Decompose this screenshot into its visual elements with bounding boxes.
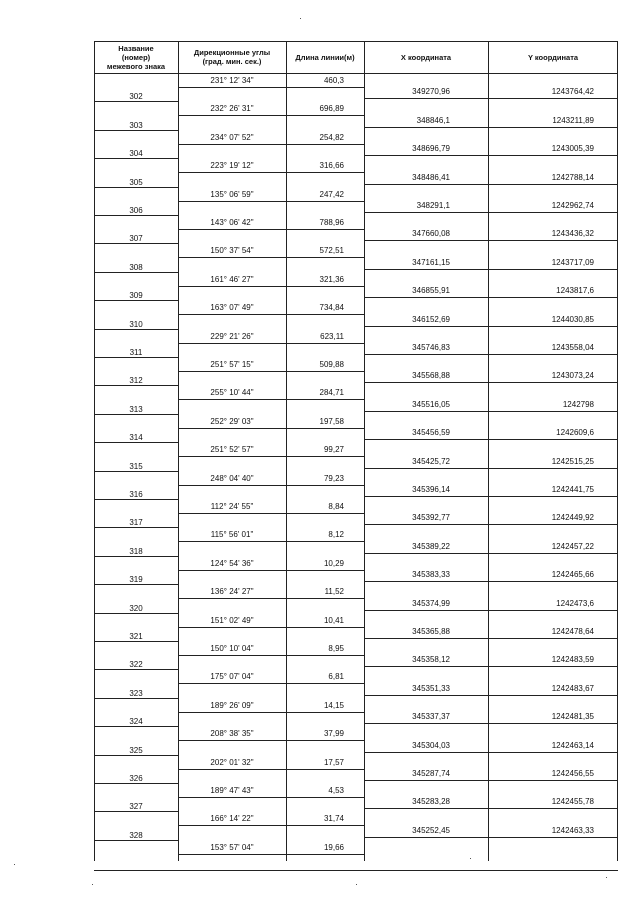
row-divider xyxy=(364,581,618,582)
segment-length: 321,36 xyxy=(319,274,344,284)
row-divider xyxy=(94,215,178,216)
point-x: 346855,91 xyxy=(412,286,450,296)
row-divider xyxy=(364,269,618,270)
point-y: 1242465,66 xyxy=(551,570,594,580)
segment-length: 316,66 xyxy=(319,161,344,171)
point-x: 347660,08 xyxy=(412,229,450,239)
segment-underline xyxy=(286,683,364,684)
point-name: 319 xyxy=(129,575,143,585)
row-divider xyxy=(364,808,618,809)
segment-underline xyxy=(286,172,364,173)
point-name: 318 xyxy=(129,546,143,556)
row-divider xyxy=(364,837,618,838)
row-divider xyxy=(94,158,178,159)
segment-underline xyxy=(286,541,364,542)
segment-underline xyxy=(286,570,364,571)
segment-angle: 151° 02' 49" xyxy=(210,615,254,625)
segment-angle: 153° 57' 04" xyxy=(210,842,254,852)
header-y-coordinate: Y координата xyxy=(527,52,579,62)
row-divider xyxy=(364,354,618,355)
row-divider xyxy=(364,155,618,156)
segment-length: 284,71 xyxy=(319,388,344,398)
row-divider xyxy=(94,272,178,273)
row-divider xyxy=(94,499,178,500)
row-divider xyxy=(94,101,178,102)
point-x: 348696,79 xyxy=(412,144,450,154)
segment-length: 6,81 xyxy=(328,672,344,682)
segment-underline xyxy=(178,513,286,514)
segment-angle: 234° 07' 52" xyxy=(210,132,254,142)
row-divider xyxy=(94,556,178,557)
point-y: 1242441,75 xyxy=(551,485,594,494)
row-divider xyxy=(94,584,178,585)
segment-length: 8,12 xyxy=(328,530,344,540)
point-name: 326 xyxy=(129,774,143,783)
point-x: 345425,72 xyxy=(412,456,450,466)
row-divider xyxy=(364,212,618,213)
point-name: 324 xyxy=(129,717,143,727)
row-divider xyxy=(364,382,618,383)
segment-underline xyxy=(178,485,286,486)
point-x: 345456,59 xyxy=(412,428,450,438)
row-divider xyxy=(364,326,618,327)
segment-underline xyxy=(286,399,364,400)
header-point-name: Название (номер) межевого знака xyxy=(106,43,166,71)
segment-underline xyxy=(286,286,364,287)
segment-length: 19,66 xyxy=(323,842,344,852)
segment-length: 10,29 xyxy=(323,558,344,568)
column-divider xyxy=(364,41,365,861)
segment-length: 11,52 xyxy=(324,587,344,597)
point-y: 1242483,59 xyxy=(551,655,594,665)
header-bottom-border xyxy=(94,73,618,74)
segment-underline xyxy=(286,428,364,429)
row-divider xyxy=(364,240,618,241)
segment-length: 4,53 xyxy=(328,786,344,795)
point-x: 345283,28 xyxy=(412,797,450,807)
row-divider xyxy=(94,471,178,472)
segment-underline xyxy=(178,428,286,429)
row-divider xyxy=(364,184,618,185)
header-x-coordinate: X координата xyxy=(400,52,452,62)
segment-length: 247,42 xyxy=(319,189,344,199)
point-name: 322 xyxy=(129,660,143,670)
segment-underline xyxy=(178,797,286,798)
segment-angle: 135° 06' 59" xyxy=(210,189,254,199)
segment-underline xyxy=(286,740,364,741)
point-name: 313 xyxy=(129,404,143,414)
segment-angle: 208° 38' 35" xyxy=(210,729,254,739)
row-divider xyxy=(94,613,178,614)
column-divider xyxy=(94,41,95,861)
segment-underline xyxy=(178,314,286,315)
point-name: 303 xyxy=(129,120,143,130)
segment-underline xyxy=(178,740,286,741)
point-y: 1242463,33 xyxy=(551,825,594,835)
point-y: 1242478,64 xyxy=(551,627,594,636)
row-divider xyxy=(364,439,618,440)
segment-angle: 175° 07' 04" xyxy=(210,672,254,682)
point-y: 1242798 xyxy=(562,399,594,409)
point-y: 1242449,92 xyxy=(551,513,594,523)
segment-length: 197,58 xyxy=(319,416,344,426)
point-y: 1243764,42 xyxy=(551,87,594,97)
point-x: 345252,45 xyxy=(412,825,450,835)
segment-underline xyxy=(178,712,286,713)
point-y: 1242483,67 xyxy=(551,683,594,693)
point-y: 1243211,89 xyxy=(552,115,594,125)
segment-underline xyxy=(178,87,286,88)
row-divider xyxy=(94,726,178,727)
segment-length: 79,23 xyxy=(323,473,344,483)
row-divider xyxy=(364,695,618,696)
point-name: 310 xyxy=(129,319,143,329)
point-y: 1243005,39 xyxy=(551,144,594,154)
point-x: 345383,33 xyxy=(412,570,450,580)
segment-underline xyxy=(286,712,364,713)
segment-underline xyxy=(178,144,286,145)
point-name: 309 xyxy=(129,291,143,301)
row-divider xyxy=(364,98,618,99)
row-divider xyxy=(94,442,178,443)
segment-angle: 189° 47' 43" xyxy=(210,786,254,795)
segment-underline xyxy=(286,485,364,486)
segment-underline xyxy=(178,854,286,855)
point-x: 346152,69 xyxy=(412,314,450,324)
row-divider xyxy=(364,468,618,469)
row-divider xyxy=(94,811,178,812)
point-x: 349270,96 xyxy=(412,87,450,97)
segment-underline xyxy=(178,371,286,372)
row-divider xyxy=(364,638,618,639)
segment-underline xyxy=(286,598,364,599)
segment-underline xyxy=(286,201,364,202)
segment-angle: 248° 04' 40" xyxy=(210,473,254,483)
point-name: 328 xyxy=(129,830,143,840)
point-x: 345392,77 xyxy=(412,513,450,523)
segment-angle: 161° 46' 27" xyxy=(210,274,254,284)
row-divider xyxy=(94,243,178,244)
point-x: 345746,83 xyxy=(412,343,450,352)
segment-underline xyxy=(178,456,286,457)
point-name: 305 xyxy=(129,177,143,187)
point-y: 1242788,14 xyxy=(551,172,594,182)
segment-underline xyxy=(178,655,286,656)
table-top-border xyxy=(94,41,618,42)
point-y: 1243717,09 xyxy=(551,257,594,267)
segment-underline xyxy=(286,854,364,855)
segment-underline xyxy=(178,172,286,173)
header-direction-angle: Дирекционные углы (град. мин. сек.) xyxy=(193,48,271,66)
segment-length: 572,51 xyxy=(319,246,344,256)
point-x: 345287,74 xyxy=(412,769,450,778)
row-divider xyxy=(94,755,178,756)
point-name: 312 xyxy=(129,376,143,386)
segment-underline xyxy=(178,286,286,287)
point-y: 1243817,6 xyxy=(556,286,594,296)
point-x: 345396,14 xyxy=(412,485,450,494)
point-y: 1242481,35 xyxy=(551,712,594,722)
point-y: 1243436,32 xyxy=(551,229,594,239)
segment-angle: 124° 54' 36" xyxy=(210,558,254,568)
segment-length: 460,3 xyxy=(323,76,344,85)
segment-underline xyxy=(286,343,364,344)
segment-angle: 143° 06' 42" xyxy=(210,218,254,227)
segment-underline xyxy=(286,797,364,798)
segment-angle: 163° 07' 49" xyxy=(210,303,254,313)
segment-length: 31,74 xyxy=(323,814,344,824)
segment-underline xyxy=(178,541,286,542)
point-x: 348486,41 xyxy=(412,172,450,182)
point-y: 1242456,55 xyxy=(551,769,594,778)
point-y: 1244030,85 xyxy=(551,314,594,324)
row-divider xyxy=(364,666,618,667)
point-name: 323 xyxy=(129,688,143,698)
point-y: 1242473,6 xyxy=(556,598,594,608)
row-divider xyxy=(364,411,618,412)
row-divider xyxy=(364,496,618,497)
row-divider xyxy=(94,329,178,330)
segment-underline xyxy=(178,201,286,202)
point-name: 325 xyxy=(129,745,143,755)
segment-underline xyxy=(286,115,364,116)
segment-underline xyxy=(286,87,364,88)
column-divider xyxy=(488,41,489,861)
row-divider xyxy=(94,357,178,358)
point-name: 304 xyxy=(129,149,143,159)
segment-length: 14,15 xyxy=(323,700,344,710)
segment-underline xyxy=(286,371,364,372)
point-y: 1242463,14 xyxy=(551,740,594,750)
point-name: 317 xyxy=(129,518,143,528)
row-divider xyxy=(364,524,618,525)
segment-length: 17,57 xyxy=(323,757,344,767)
point-name: 320 xyxy=(129,603,143,613)
point-x: 345568,88 xyxy=(412,371,450,381)
segment-angle: 189° 26' 09" xyxy=(210,700,254,710)
point-y: 1242515,25 xyxy=(551,456,594,466)
segment-length: 99,27 xyxy=(323,445,344,455)
point-x: 345304,03 xyxy=(412,740,450,750)
segment-length: 254,82 xyxy=(319,132,344,142)
segment-length: 10,41 xyxy=(323,615,344,625)
segment-length: 509,88 xyxy=(319,360,344,369)
segment-underline xyxy=(286,314,364,315)
segment-underline xyxy=(178,570,286,571)
segment-underline xyxy=(286,769,364,770)
segment-underline xyxy=(286,229,364,230)
point-name: 311 xyxy=(129,348,143,357)
point-name: 307 xyxy=(129,234,143,244)
segment-length: 8,95 xyxy=(328,644,344,653)
point-y: 1242457,22 xyxy=(551,541,594,551)
point-x: 345365,88 xyxy=(412,627,450,636)
coordinates-table xyxy=(94,41,618,861)
segment-underline xyxy=(286,257,364,258)
point-y: 1242455,78 xyxy=(551,797,594,807)
row-divider xyxy=(94,130,178,131)
row-divider xyxy=(94,187,178,188)
segment-underline xyxy=(178,399,286,400)
segment-underline xyxy=(286,825,364,826)
point-y: 1242609,6 xyxy=(556,428,594,438)
segment-underline xyxy=(286,456,364,457)
table-bottom-border xyxy=(94,870,618,871)
segment-angle: 166° 14' 22" xyxy=(210,814,254,824)
point-name: 308 xyxy=(129,262,143,272)
row-divider xyxy=(94,698,178,699)
segment-angle: 115° 56' 01" xyxy=(210,530,254,540)
segment-underline xyxy=(286,655,364,656)
point-x: 345351,33 xyxy=(412,683,450,693)
segment-angle: 150° 10' 04" xyxy=(210,644,254,653)
segment-underline xyxy=(178,229,286,230)
row-divider xyxy=(364,752,618,753)
row-divider xyxy=(364,723,618,724)
segment-angle: 223° 19' 12" xyxy=(210,161,254,171)
segment-angle: 252° 29' 03" xyxy=(210,416,254,426)
row-divider xyxy=(364,127,618,128)
row-divider xyxy=(364,780,618,781)
segment-length: 734,84 xyxy=(319,303,344,313)
point-name: 315 xyxy=(129,461,143,471)
row-divider xyxy=(94,783,178,784)
row-divider xyxy=(94,300,178,301)
segment-length: 788,96 xyxy=(319,218,344,227)
segment-angle: 202° 01' 32" xyxy=(210,757,254,767)
point-x: 348291,1 xyxy=(416,201,450,210)
point-x: 345389,22 xyxy=(412,541,450,551)
row-divider xyxy=(94,385,178,386)
point-y: 1243558,04 xyxy=(551,343,594,352)
segment-angle: 251° 52' 57" xyxy=(210,445,254,455)
point-y: 1242962,74 xyxy=(551,201,594,210)
point-name: 316 xyxy=(129,490,143,499)
segment-length: 623,11 xyxy=(320,331,344,341)
segment-underline xyxy=(286,627,364,628)
point-x: 348846,1 xyxy=(416,115,450,125)
point-x: 347161,15 xyxy=(412,257,450,267)
row-divider xyxy=(94,527,178,528)
row-divider xyxy=(94,669,178,670)
segment-underline xyxy=(178,683,286,684)
row-divider xyxy=(94,641,178,642)
segment-underline xyxy=(178,769,286,770)
segment-length: 8,84 xyxy=(328,502,344,511)
row-divider xyxy=(94,840,178,841)
point-y: 1243073,24 xyxy=(551,371,594,381)
segment-angle: 231° 12' 34" xyxy=(210,76,254,85)
row-divider xyxy=(364,553,618,554)
point-x: 345516,05 xyxy=(412,399,450,409)
segment-angle: 255° 10' 44" xyxy=(210,388,254,398)
row-divider xyxy=(364,297,618,298)
segment-underline xyxy=(178,825,286,826)
point-name: 327 xyxy=(129,802,143,812)
segment-length: 696,89 xyxy=(319,104,344,114)
point-x: 345358,12 xyxy=(412,655,450,665)
segment-angle: 229° 21' 26" xyxy=(210,331,254,341)
point-name: 302 xyxy=(129,92,143,102)
segment-underline xyxy=(178,627,286,628)
segment-length: 37,99 xyxy=(323,729,344,739)
segment-angle: 136° 24' 27" xyxy=(210,587,254,597)
point-name: 306 xyxy=(129,206,143,215)
segment-angle: 150° 37' 54" xyxy=(210,246,254,256)
header-line-length: Длина линии(м) xyxy=(295,52,355,62)
segment-angle: 232° 26' 31" xyxy=(210,104,254,114)
segment-underline xyxy=(286,513,364,514)
row-divider xyxy=(94,414,178,415)
point-x: 345337,37 xyxy=(412,712,450,722)
segment-underline xyxy=(286,144,364,145)
segment-underline xyxy=(178,598,286,599)
segment-angle: 112° 24' 55" xyxy=(210,502,254,511)
point-name: 314 xyxy=(129,433,143,443)
point-x: 345374,99 xyxy=(412,598,450,608)
column-divider xyxy=(617,41,618,861)
segment-underline xyxy=(178,257,286,258)
row-divider xyxy=(364,610,618,611)
segment-angle: 251° 57' 15" xyxy=(210,360,254,369)
segment-underline xyxy=(178,115,286,116)
segment-underline xyxy=(178,343,286,344)
point-name: 321 xyxy=(129,632,143,641)
